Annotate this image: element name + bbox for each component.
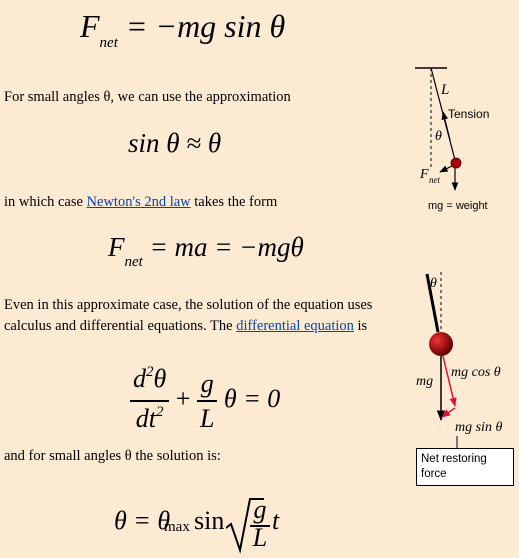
p3-pre: Even in this approximate case, the solution of the equation uses calculus and differential equations. The [4, 297, 373, 334]
paragraph-solution: and for small angles θ the solution is: [4, 448, 221, 464]
eq5-num: g [253, 495, 267, 524]
net-restoring-force-box: Net restoring force [416, 448, 514, 486]
eq5-fn: sin [194, 506, 225, 535]
cos-component-arrow [443, 356, 455, 406]
eq5-lhs: θ = θ [114, 506, 171, 535]
eq4-frac-2 [197, 367, 217, 435]
mg-sin-label: mg sin θ [455, 420, 503, 435]
eq4-den1: dt [135, 404, 156, 433]
eq4-plus: + [175, 383, 191, 413]
angle-label-2: θ [430, 276, 437, 291]
mg-label: mg [416, 374, 434, 389]
eq4-tail: θ = 0 [223, 383, 281, 413]
fnet-sub-label: net [429, 175, 440, 185]
length-label: L [441, 82, 450, 98]
eq1-lhs: F [80, 8, 100, 44]
eq4-den1-sup: 2 [156, 404, 164, 420]
equation-net-force [80, 8, 286, 51]
paragraph-small-angle: For small angles θ, we can use the approximation [4, 89, 291, 105]
angle-label-1: θ [435, 129, 442, 144]
p2-post: takes the form [190, 194, 278, 210]
sin-component-arrow [442, 408, 455, 417]
p3-post: is [353, 318, 368, 334]
equation-small-angle: sin θ ≈ θ [128, 128, 222, 158]
paragraph-newton [4, 192, 399, 213]
pendulum-tension-diagram [405, 60, 519, 220]
eq5-den: L [252, 523, 268, 552]
fnet-arrow [440, 166, 452, 172]
eq4-den2: L [199, 404, 215, 433]
eq5-t: t [272, 506, 280, 535]
eq4-num1: d [133, 364, 146, 393]
tension-label: Tension [448, 107, 490, 121]
equation-newton [108, 232, 304, 270]
eq4-frac-1 [130, 362, 169, 440]
eq3-rhs: = ma = −mgθ [149, 232, 304, 262]
eq3-lhs-sub: net [124, 254, 143, 270]
newtons-2nd-law-link[interactable]: Newton's 2nd law [86, 194, 191, 210]
eq5-sub: max [164, 519, 190, 535]
pendulum-bob [451, 158, 461, 168]
mg-cos-label: mg cos θ [451, 365, 501, 380]
fnet-label: F [420, 167, 429, 182]
differential-equation-link[interactable]: differential equation [236, 318, 354, 334]
eq4-num1-tail: θ [153, 364, 167, 393]
eq1-rhs: = −mg sin θ [125, 8, 286, 44]
eq3-lhs: F [108, 232, 125, 262]
weight-label: mg = weight [428, 200, 488, 212]
paragraph-differential [4, 295, 399, 337]
eq4-num2: g [197, 367, 217, 402]
p2-pre: in which case [4, 194, 87, 210]
eq1-lhs-sub: net [99, 35, 118, 51]
eq4-num1-sup: 2 [146, 364, 154, 380]
equation-differential [130, 362, 280, 440]
pendulum-bob-large [429, 332, 453, 356]
